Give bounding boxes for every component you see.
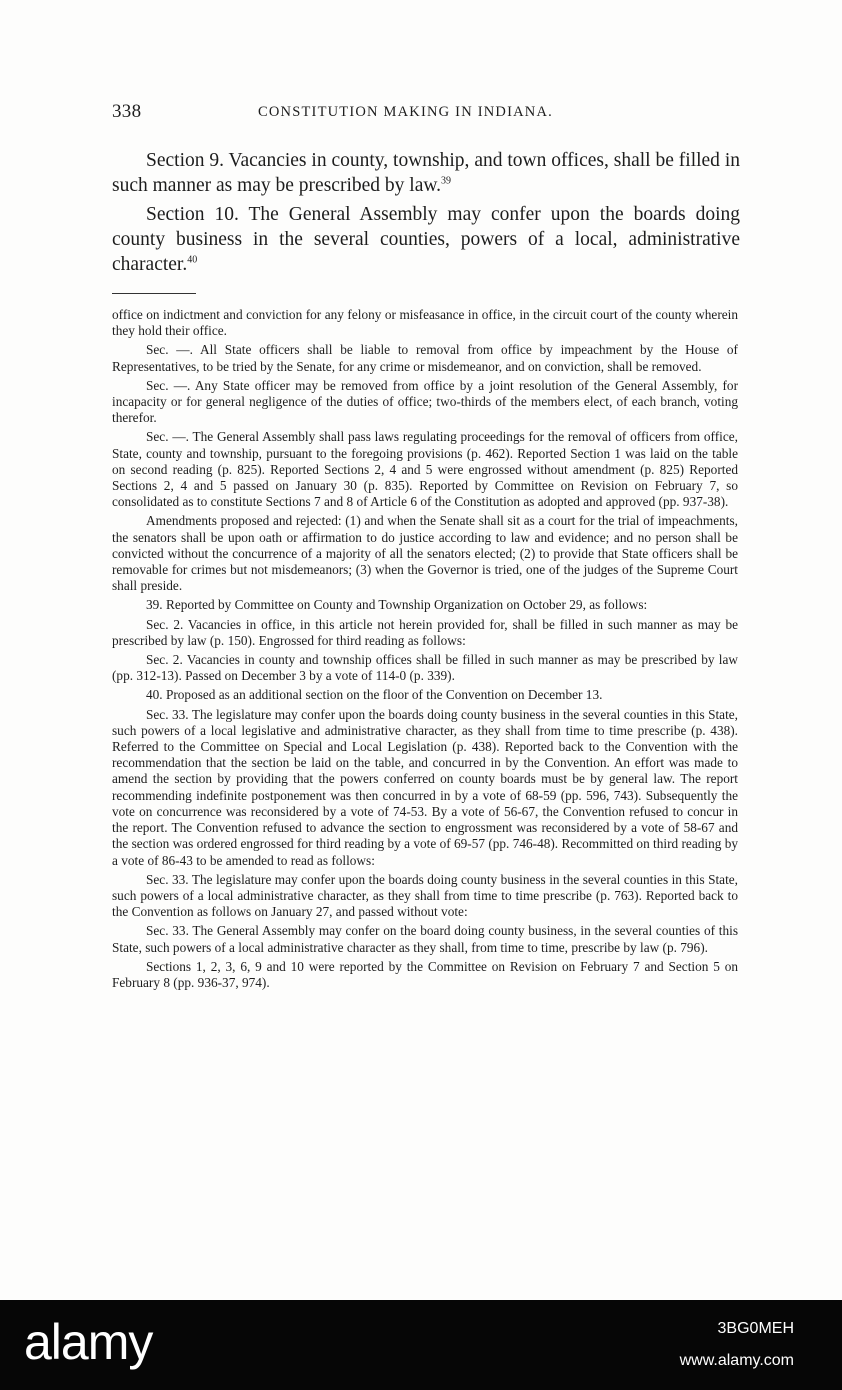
footnote-paragraph: Sec. —. The General Assembly shall pass laws regulating proceedings for the removal of officers from office, State, county and township, pursuant to the foregoing provisions (p. 462). Reported Section 1 was laid on the table on second reading (p. 825). Reported Sections 2, 4 and 5 were engrossed without amendment (p. 825) Reported Sections 2, 4 and 5 passed on January 30 (p. 835). Reported by Committee on Revision on February 7, so consolidated as to constitute Sections 7 and 8 of Article 6 of the Constitution as adopted and approved (pp. 937-38). <box>112 429 738 510</box>
main-text <box>112 148 740 281</box>
footnote-paragraph: Sec. 2. Vacancies in county and township offices shall be filled in such manner as may be prescribed by law (pp. 312-13). Passed on December 3 by a vote of 114-0 (p. 339). <box>112 652 738 684</box>
section-10-text: Section 10. The General Assembly may confer upon the boards doing county business in the several counties, powers of a local, administrative character. <box>112 204 740 275</box>
page-number: 338 <box>112 101 142 122</box>
footnote-paragraph: Sec. —. All State officers shall be liable to removal from office by impeachment by the House of Representatives, to be tried by the Senate, for any crime or misdemeanor, and on conviction, shall be removed. <box>112 342 738 374</box>
running-title: CONSTITUTION MAKING IN INDIANA. <box>258 104 553 120</box>
footnote-paragraph: Amendments proposed and rejected: (1) and when the Senate shall sit as a court for the trial of impeachments, the senators shall be upon oath or affirmation to do justice according to law and evidence; and no person shall be convicted without the concurrence of a majority of all the senators elected; (2) to provide that State officers shall be removable for crimes but not misdemeanors; (3) when the Governor is tried, one of the judges of the Supreme Court shall preside. <box>112 513 738 594</box>
footnote-paragraph: Sec. 2. Vacancies in office, in this article not herein provided for, shall be filled in such manner as may be prescribed by law (p. 150). Engrossed for third reading as follows: <box>112 616 738 648</box>
footnote-divider <box>112 293 196 294</box>
footnote-paragraph: Sec. —. Any State officer may be removed from office by a joint resolution of the General Assembly, for incapacity or for general negligence of the duties of office; two-thirds of the members elect, of each branch, voting therefor. <box>112 377 738 426</box>
alamy-logo: alamy <box>24 1314 153 1370</box>
page-header <box>112 101 738 127</box>
footnotes <box>112 307 738 994</box>
footnote-paragraph: Sections 1, 2, 3, 6, 9 and 10 were reported by the Committee on Revision on February 7 and Section 5 on February 8 (pp. 936-37, 974). <box>112 958 738 990</box>
image-code: 3BG0MEH <box>717 1320 794 1337</box>
watermark-banner <box>0 1300 842 1390</box>
section-9-text: Section 9. Vacancies in county, township, and town offices, shall be filled in such manner as may be prescribed by law. <box>112 150 740 196</box>
footnote-paragraph: Sec. 33. The legislature may confer upon the boards doing county business in the several counties in this State, such powers of a local administrative character, as they shall from time to time prescribe (p. 763). Reported back to the Convention as follows on January 27, and passed without vote: <box>112 871 738 920</box>
footnote-paragraph: office on indictment and conviction for any felony or misfeasance in office, in the circuit court of the county wherein they hold their office. <box>112 307 738 339</box>
footnote-40: 40. Proposed as an additional section on the floor of the Convention on December 13. <box>146 687 603 703</box>
footnote-paragraph: Sec. 33. The legislature may confer upon the boards doing county business in the several counties in this State, such powers of a local legislative and administrative character, as they shall from time to time prescribe (p. 438). Referred to the Committee on Special and Local Legislation (p. 438). Reported back to the Convention with the recommendation that the section be laid on the table, and concurred in by the Convention. An effort was made to amend the section by providing that the powers conferred on county boards must be by general law. The report recommending indefinite postponement was then concurred in by a vote of 68-59 (pp. 596, 743). Subsequently the vote on concurrence was reconsidered by a vote of 74-53. By a vote of 56-67, the Convention refused to concur in the report. The Convention refused to advance the section to engrossment was reconsidered by a vote of 58-67 and the section was ordered engrossed for third reading by a vote of 69-57 (pp. 746-48). Recommitted on third reading by a vote of 86-43 to be amended to read as follows: <box>112 706 738 868</box>
footnote-paragraph: Sec. 33. The General Assembly may confer on the board doing county business, in the several counties of this State, such powers of a local administrative character as they shall, from time to time, prescribe by law (p. 796). <box>112 923 738 955</box>
site-url: www.alamy.com <box>679 1352 794 1369</box>
footnote-ref-39: 39 <box>441 175 452 187</box>
footnote-39: 39. Reported by Committee on County and Township Organization on October 29, as follows: <box>146 597 648 613</box>
section-9-paragraph <box>112 148 740 198</box>
section-10-paragraph <box>112 202 740 277</box>
footnote-ref-40: 40 <box>187 254 198 266</box>
